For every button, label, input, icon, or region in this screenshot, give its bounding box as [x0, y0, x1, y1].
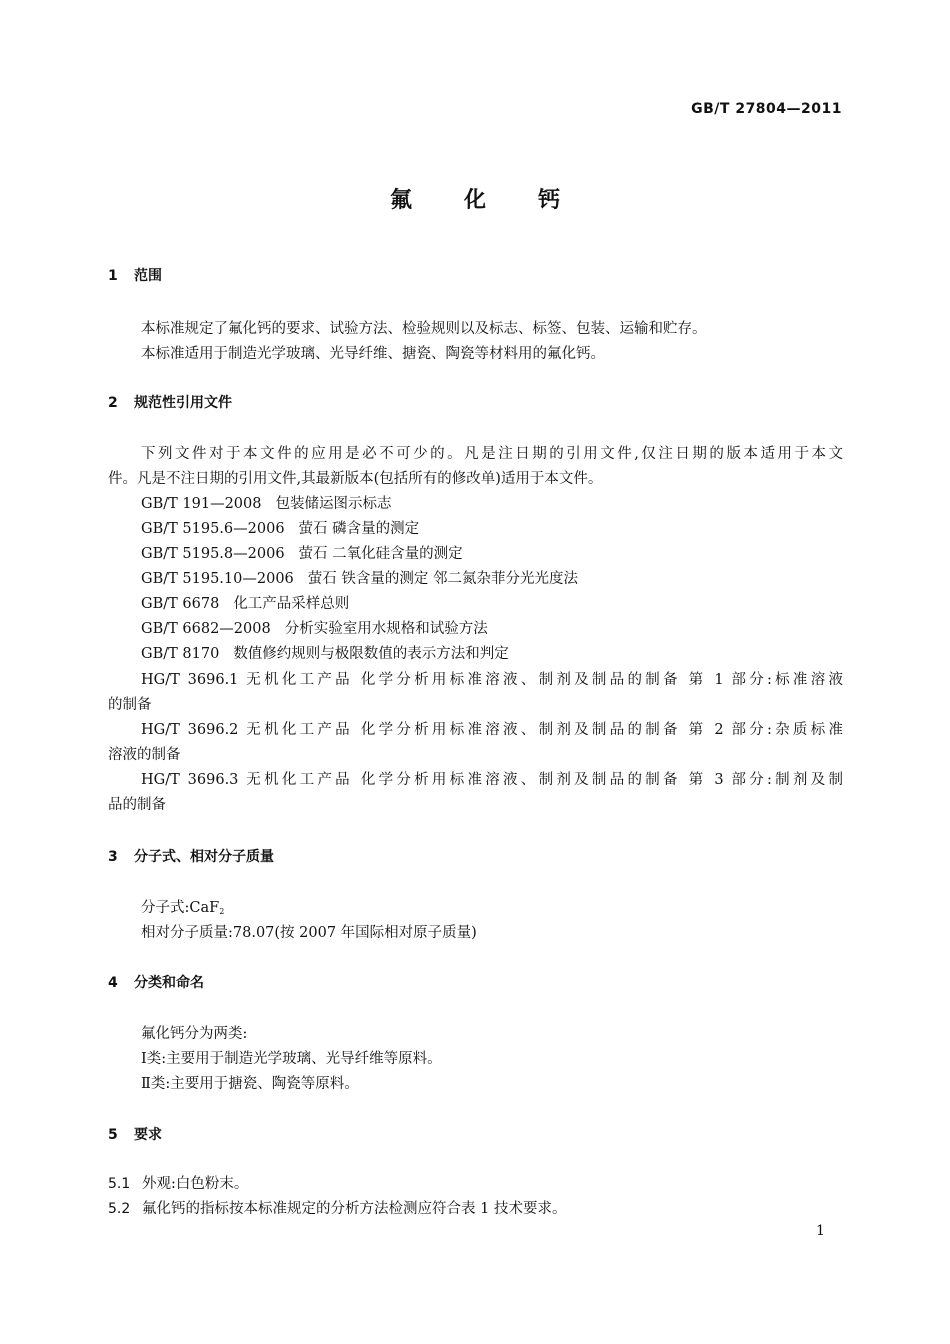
page-number: 1 — [816, 1223, 825, 1239]
section-number: 5 — [108, 1127, 118, 1143]
section-title: 分子式、相对分子质量 — [134, 849, 274, 865]
section-4-heading — [108, 972, 204, 992]
section-title: 分类和命名 — [134, 975, 204, 991]
reference-item-continued: 的制备 — [108, 697, 152, 713]
reference-title: 萤石 二氧化硅含量的测定 — [298, 546, 463, 562]
reference-code: GB/T 5195.8—2006 — [141, 546, 285, 562]
reference-item — [141, 617, 502, 638]
reference-title: 数值修约规则与极限数值的表示方法和判定 — [233, 646, 509, 662]
reference-title: 萤石 铁含量的测定 邻二氮杂菲分光光度法 — [307, 571, 578, 587]
reference-item — [141, 592, 363, 613]
formula-text: 分子式:CaF — [141, 900, 220, 916]
standard-number: GB/T 27804—2011 — [691, 101, 842, 117]
paragraph: 下列文件对于本文件的应用是必不可少的。凡是注日期的引用文件,仅注日期的版本适用于本文 — [141, 446, 843, 462]
reference-code: GB/T 6682—2008 — [141, 621, 271, 637]
reference-code: GB/T 191—2008 — [141, 496, 262, 512]
section-number: 3 — [108, 849, 118, 865]
reference-title: 萤石 磷含量的测定 — [298, 521, 420, 537]
molecular-mass: 相对分子质量:78.07(按 2007 年国际相对原子质量) — [141, 925, 477, 941]
molecular-formula — [141, 896, 224, 917]
reference-item — [141, 492, 405, 513]
paragraph: Ⅱ类:主要用于搪瓷、陶瓷等原料。 — [141, 1076, 359, 1092]
section-number: 1 — [108, 268, 118, 284]
paragraph: 本标准规定了氟化钙的要求、试验方法、检验规则以及标志、标签、包装、运输和贮存。 — [141, 321, 707, 337]
clause-text: 外观:白色粉末。 — [142, 1176, 249, 1192]
reference-title: 化工产品采样总则 — [233, 596, 350, 612]
paragraph: Ⅰ类:主要用于制造光学玻璃、光导纤维等原料。 — [141, 1051, 442, 1067]
clause-number: 5.1 — [108, 1176, 131, 1192]
reference-item — [141, 517, 433, 538]
section-title: 规范性引用文件 — [134, 395, 232, 411]
reference-item: HG/T 3696.2 无机化工产品 化学分析用标准溶液、制剂及制品的制备 第 2 部分:杂质标准 — [141, 722, 843, 738]
clause-text: 氟化钙的指标按本标准规定的分析方法检测应符合表 1 技术要求。 — [142, 1201, 567, 1217]
section-number: 2 — [108, 395, 118, 411]
reference-code: GB/T 5195.6—2006 — [141, 521, 285, 537]
section-title: 范围 — [134, 268, 162, 284]
reference-item — [141, 542, 477, 563]
section-3-heading — [108, 846, 274, 866]
reference-code: GB/T 5195.10—2006 — [141, 571, 294, 587]
reference-item — [141, 642, 523, 663]
reference-item — [141, 567, 592, 588]
reference-item-continued: 品的制备 — [108, 797, 166, 813]
section-2-heading — [108, 392, 232, 412]
paragraph: 氟化钙分为两类: — [141, 1026, 248, 1042]
reference-title: 包装储运图示标志 — [275, 496, 392, 512]
paragraph: 件。凡是不注日期的引用文件,其最新版本(包括所有的修改单)适用于本文件。 — [108, 471, 603, 487]
clause-5-2 — [108, 1197, 566, 1218]
section-5-heading — [108, 1124, 162, 1144]
section-title: 要求 — [134, 1127, 162, 1143]
clause-number: 5.2 — [108, 1201, 131, 1217]
reference-item: HG/T 3696.1 无机化工产品 化学分析用标准溶液、制剂及制品的制备 第 1 部分:标准溶液 — [141, 672, 843, 688]
section-number: 4 — [108, 975, 118, 991]
formula-subscript: 2 — [219, 907, 225, 916]
clause-5-1 — [108, 1172, 248, 1193]
reference-item-continued: 溶液的制备 — [108, 747, 181, 763]
section-1-heading — [108, 265, 162, 285]
document-title: 氟化钙 — [389, 188, 612, 213]
paragraph: 本标准适用于制造光学玻璃、光导纤维、搪瓷、陶瓷等材料用的氟化钙。 — [141, 346, 605, 362]
reference-code: GB/T 6678 — [141, 596, 220, 612]
reference-code: GB/T 8170 — [141, 646, 220, 662]
reference-title: 分析实验室用水规格和试验方法 — [284, 621, 488, 637]
reference-item: HG/T 3696.3 无机化工产品 化学分析用标准溶液、制剂及制品的制备 第 3 部分:制剂及制 — [141, 772, 843, 788]
